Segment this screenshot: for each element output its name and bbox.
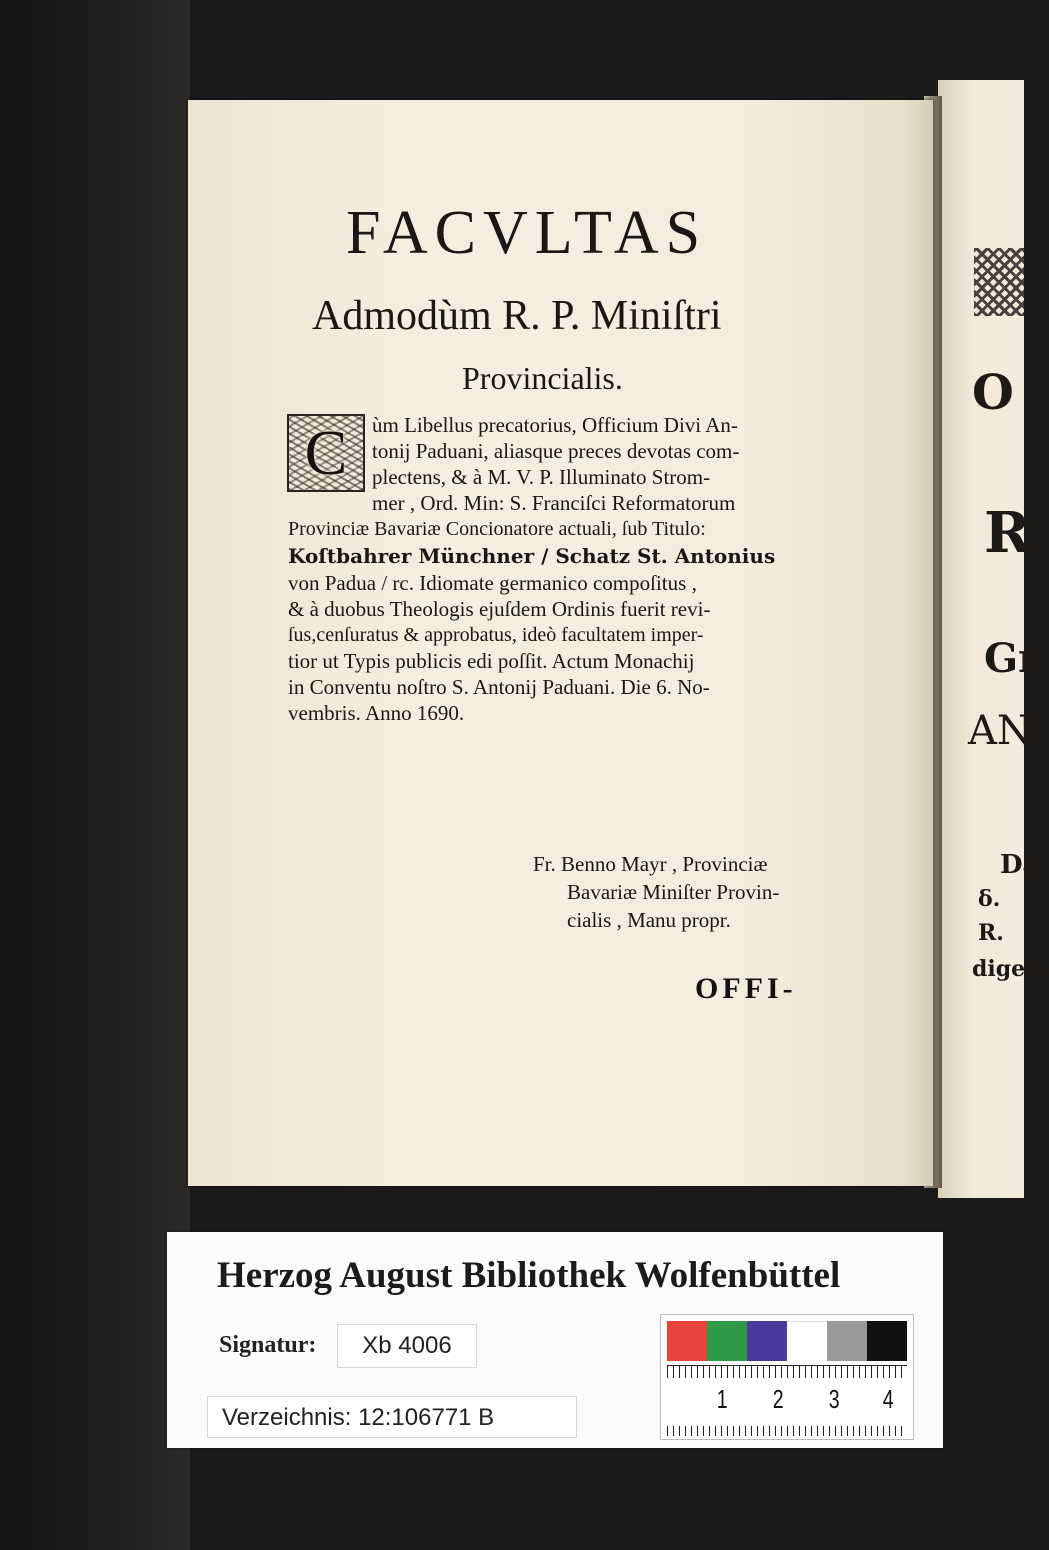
body-line: tior ut Typis publicis edi poſſit. Actum Monachij	[288, 649, 695, 673]
initial-letter: C	[304, 417, 348, 488]
swatch-white	[787, 1321, 827, 1362]
page-subtitle-second-line: Provincialis.	[462, 360, 623, 396]
library-name: Herzog August Bibliothek Wolfenbüttel	[217, 1255, 841, 1296]
signatur-box	[337, 1324, 477, 1368]
signature-line: cialis , Manu propr.	[567, 908, 731, 932]
body-line: ùm Libellus precatorius, Officium Divi An-	[372, 413, 738, 437]
body-line: mer , Ord. Min: S. Franciſci Reformatorum	[372, 491, 736, 515]
signatur-label: Signatur:	[219, 1332, 317, 1358]
facing-fragment: Da	[1000, 850, 1040, 880]
body-line: in Conventu noſtro S. Antonij Paduani. Die 6. No-	[288, 675, 710, 699]
signature-line: Fr. Benno Mayr , Provinciæ	[533, 852, 768, 876]
catchword: OFFI-	[695, 972, 797, 1005]
ruler-number: 1	[716, 1384, 728, 1414]
ruler-ticks	[667, 1426, 907, 1436]
verzeichnis-text: Verzeichnis: 12:106771 B	[222, 1404, 495, 1431]
scale-ruler	[667, 1365, 907, 1436]
ruler-number: 3	[828, 1384, 840, 1414]
facing-fragment: Gr	[984, 635, 1040, 682]
page-title: FACVLTAS	[346, 199, 708, 267]
ruler-number: 2	[772, 1384, 784, 1414]
signature-line: Bavariæ Miniſter Provin-	[567, 880, 780, 904]
swatch-gray	[827, 1321, 867, 1361]
body-line: von Padua / rc. Idiomate germanico compoſitus ,	[288, 571, 697, 595]
facing-ornament	[974, 248, 1024, 316]
body-line: ſus,cenſuratus & approbatus, ideò facultatem imper-	[288, 624, 704, 646]
page-subtitle: Admodùm R. P. Miniſtri	[312, 293, 722, 339]
ruler-ticks	[667, 1366, 907, 1378]
facing-fragment: ẟ.	[978, 886, 1001, 912]
swatch-red	[667, 1321, 707, 1361]
facing-fragment: O	[972, 365, 1014, 421]
body-line: vembris. Anno 1690.	[288, 701, 465, 725]
body-line: & à duobus Theologis ejuſdem Ordinis fuerit revi-	[288, 597, 711, 621]
color-calibration-bar	[660, 1314, 914, 1440]
library-label	[167, 1232, 943, 1448]
body-line: tonij Paduani, aliasque preces devotas com-	[372, 439, 740, 463]
body-line-blackletter: Koſtbahrer Münchner / Schatz St. Antonius	[288, 544, 776, 568]
facing-fragment: R	[984, 500, 1031, 566]
body-line: plectens, & à M. V. P. Illuminato Strom-	[372, 465, 711, 489]
swatch-blue	[747, 1321, 787, 1361]
facing-fragment: R.	[978, 920, 1004, 946]
swatch-black	[867, 1321, 907, 1361]
body-line: Provinciæ Bavariæ Concionatore actuali, ſub Titulo:	[288, 518, 706, 540]
verzeichnis-box	[207, 1396, 577, 1438]
facing-fragment: digen.	[972, 956, 1049, 982]
ruler-number: 4	[882, 1384, 894, 1414]
swatch-green	[707, 1321, 747, 1361]
backdrop	[0, 0, 190, 1550]
decorated-initial	[287, 414, 365, 492]
signatur-value: Xb 4006	[362, 1332, 452, 1359]
facing-fragment: AN	[968, 708, 1032, 754]
